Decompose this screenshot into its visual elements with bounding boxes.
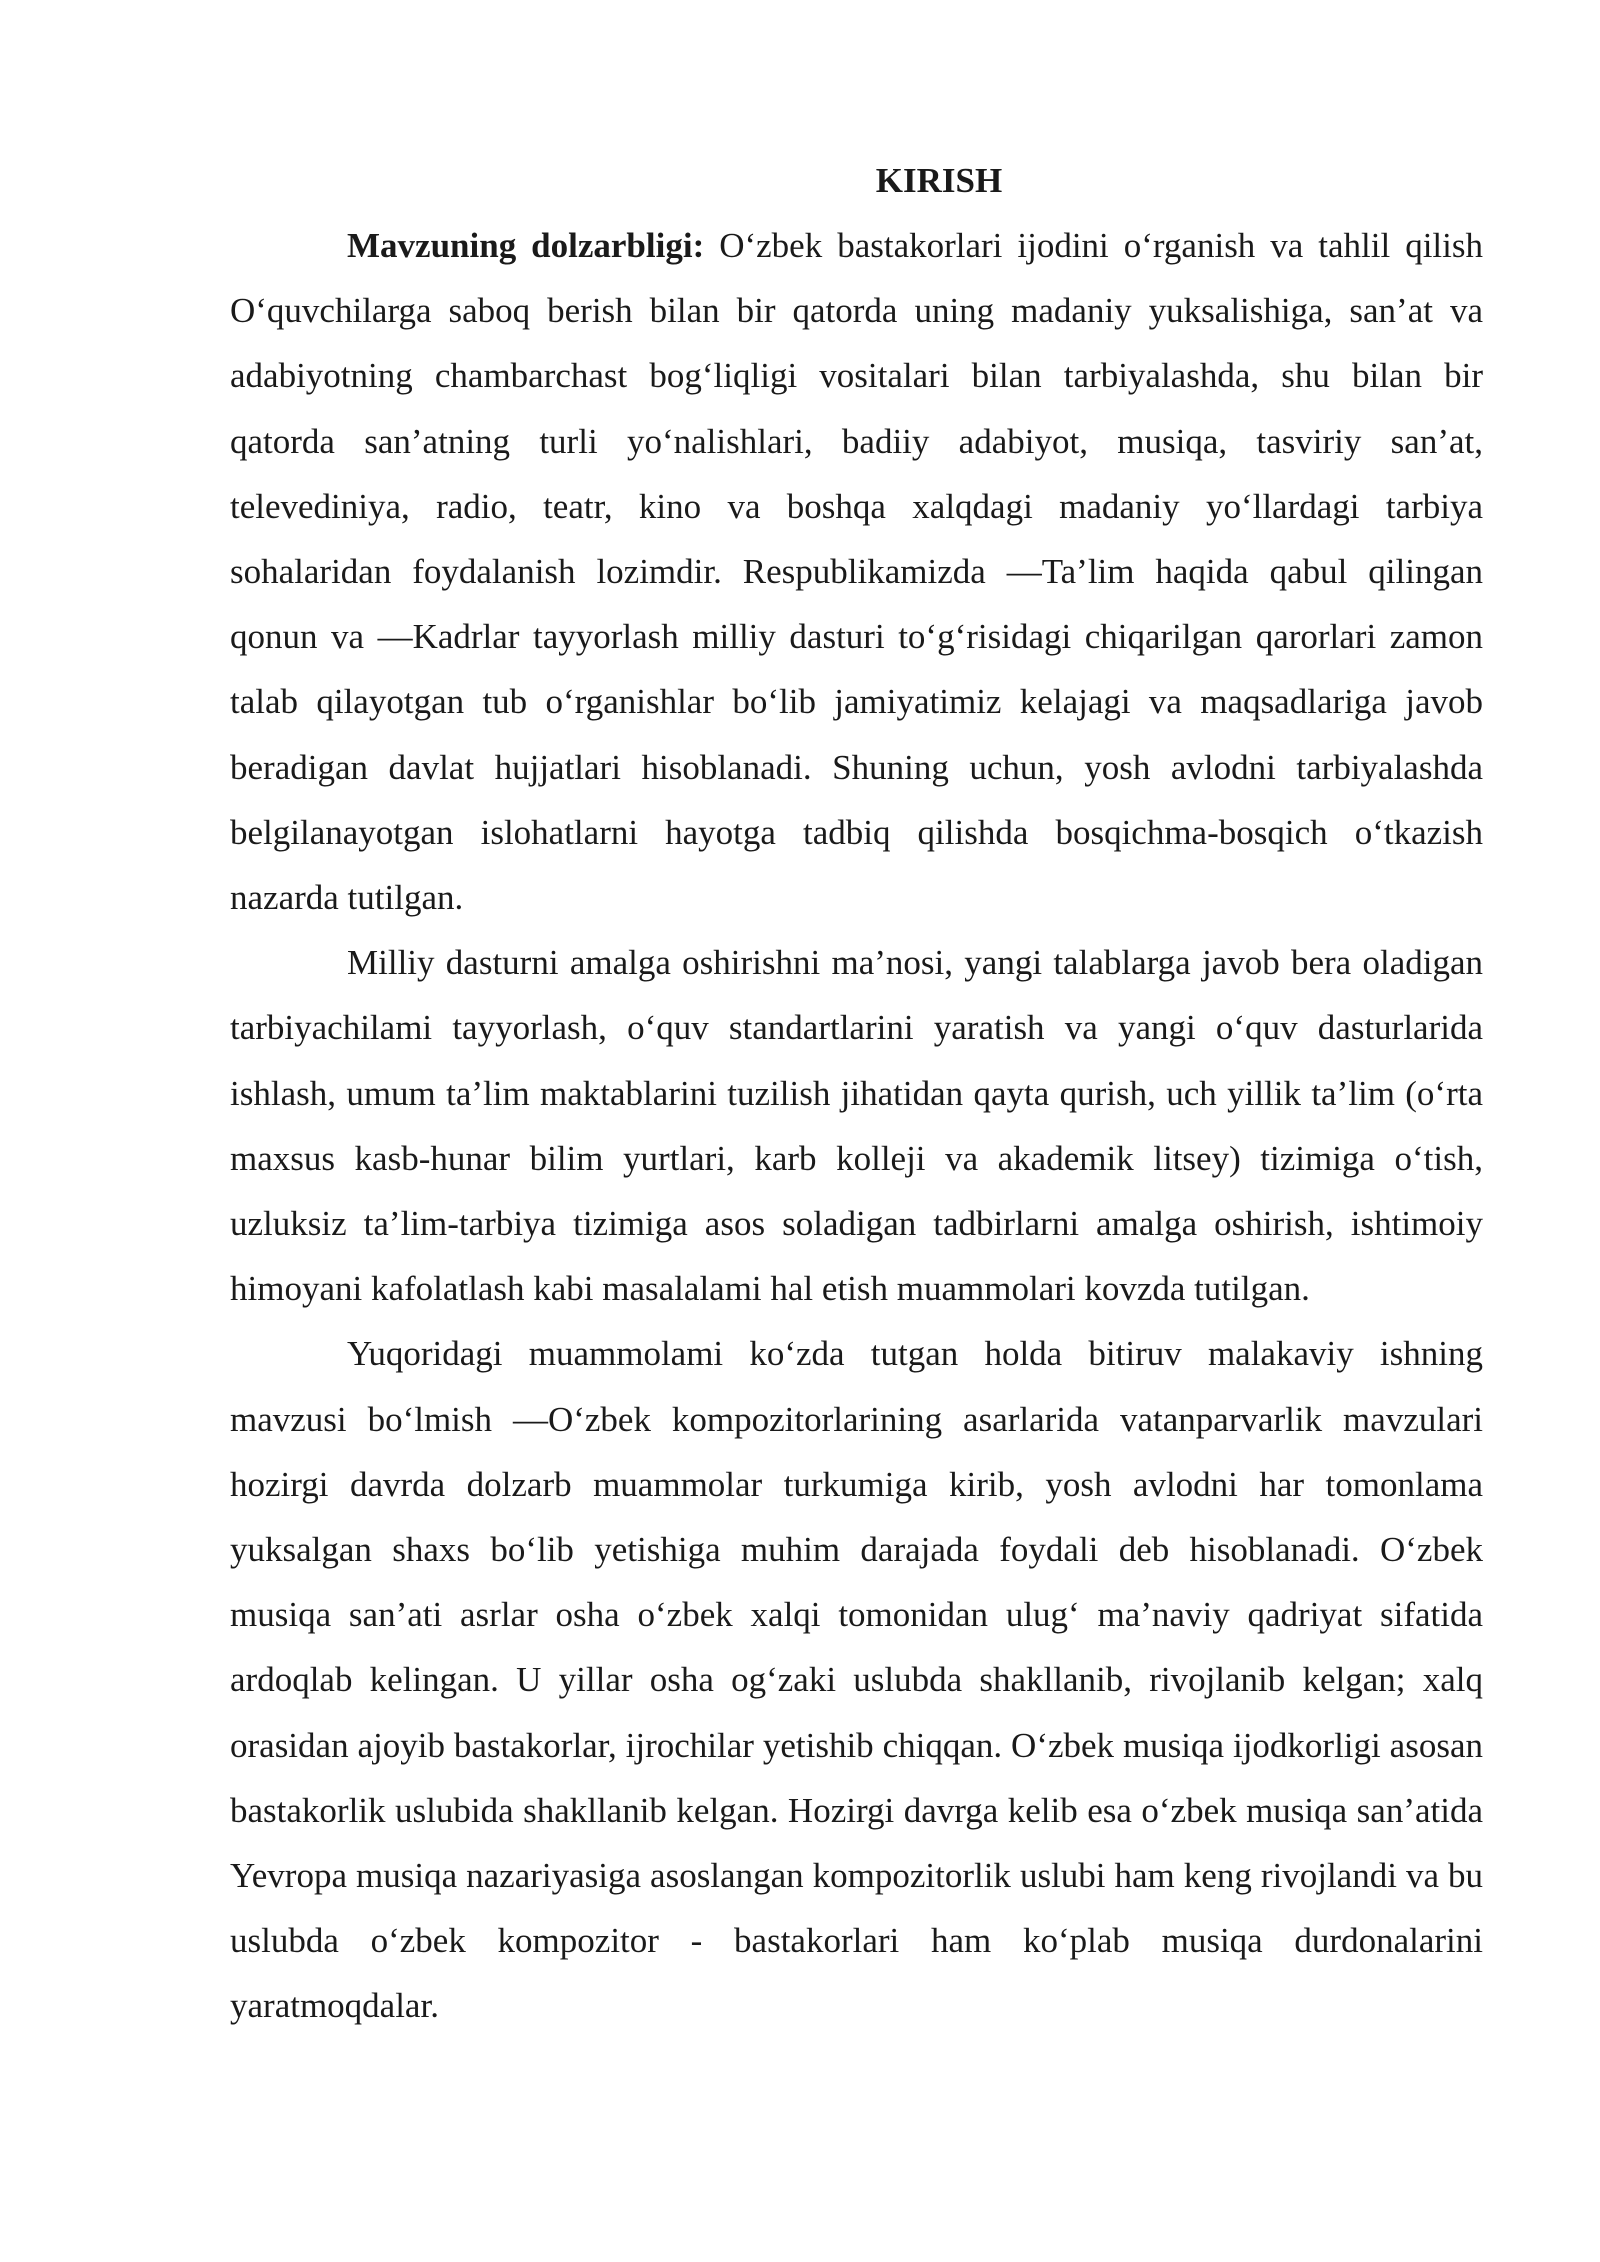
document-body: [230, 148, 1483, 2039]
paragraph-thesis-topic: [230, 1321, 1483, 2038]
paragraph-text: Milliy dasturni amalga oshirishni ma’nosi, yangi talablarga javob bera oladigan tarbiyachilami tayyorlash, o‘quv standartlarini yaratish va yangi o‘quv dasturlarida ishlash, umum ta’lim maktablarini tuzilish jihatidan qayta qurish, uch yillik ta’lim (o‘rta maxsus kasb-hunar bilim yurtlari, karb kolleji va akademik litsey) tizimiga o‘tish, uzluksiz ta’lim-tarbiya tizimiga asos soladigan tadbirlarni amalga oshirish, ishtimoiy himoyani kafolatlash kabi masalalami hal etish muammolari kovzda tutilgan.: [230, 943, 1483, 1309]
paragraph-national-program: [230, 930, 1483, 1321]
page-title: KIRISH: [875, 161, 1003, 200]
paragraph-relevance: [230, 213, 1483, 930]
paragraph-text: Yuqoridagi muammolami ko‘zda tutgan holda bitiruv malakaviy ishning mavzusi bo‘lmish —O‘zbek kompozitorlarining asarlarida vatanparvarlik mavzulari hozirgi davrda dolzarb muammolar turkumiga kirib, yosh avlodni har tomonlama yuksalgan shaxs bo‘lib yetishiga muhim darajada foydali deb hisoblanadi. O‘zbek musiqa san’ati asrlar osha o‘zbek xalqi tomonidan ulug‘ ma’naviy qadriyat sifatida ardoqlab kelingan. U yillar osha og‘zaki uslubda shakllanib, rivojlanib kelgan; xalq orasidan ajoyib bastakorlar, ijrochilar yetishib chiqqan. O‘zbek musiqa ijodkorligi asosan bastakorlik uslubida shakllanib kelgan. Hozirgi davrga kelib esa o‘zbek musiqa san’atida Yevropa musiqa nazariyasiga asoslangan kompozitorlik uslubi ham keng rivojlandi va bu uslubda o‘zbek kompozitor - bastakorlari ham ko‘plab musiqa durdonalarini yaratmoqdalar.: [230, 1334, 1483, 2026]
paragraph-text: O‘zbek bastakorlari ijodini o‘rganish va tahlil qilish O‘quvchilarga saboq berish bilan bir qatorda uning madaniy yuksalishiga, san’at va adabiyotning chambarchast bog‘liqligi vositalari bilan tarbiyalashda, shu bilan bir qatorda san’atning turli yo‘nalishlari, badiiy adabiyot, musiqa, tasviriy san’at, televediniya, radio, teatr, kino va boshqa xalqdagi madaniy yo‘llardagi tarbiya sohalaridan foydalanish lozimdir. Respublikamizda —Ta’lim haqida qabul qilingan qonun va —Kadrlar tayyorlash milliy dasturi to‘g‘risidagi chiqarilgan qarorlari zamon talab qilayotgan tub o‘rganishlar bo‘lib jamiyatimiz kelajagi va maqsadlariga javob beradigan davlat hujjatlari hisoblanadi. Shuning uchun, yosh avlodni tarbiyalashda belgilanayotgan islohatlarni hayotga tadbiq qilishda bosqichma-bosqich o‘tkazish nazarda tutilgan.: [230, 226, 1484, 918]
paragraph-lead: Mavzuning dolzarbligi:: [347, 226, 705, 265]
